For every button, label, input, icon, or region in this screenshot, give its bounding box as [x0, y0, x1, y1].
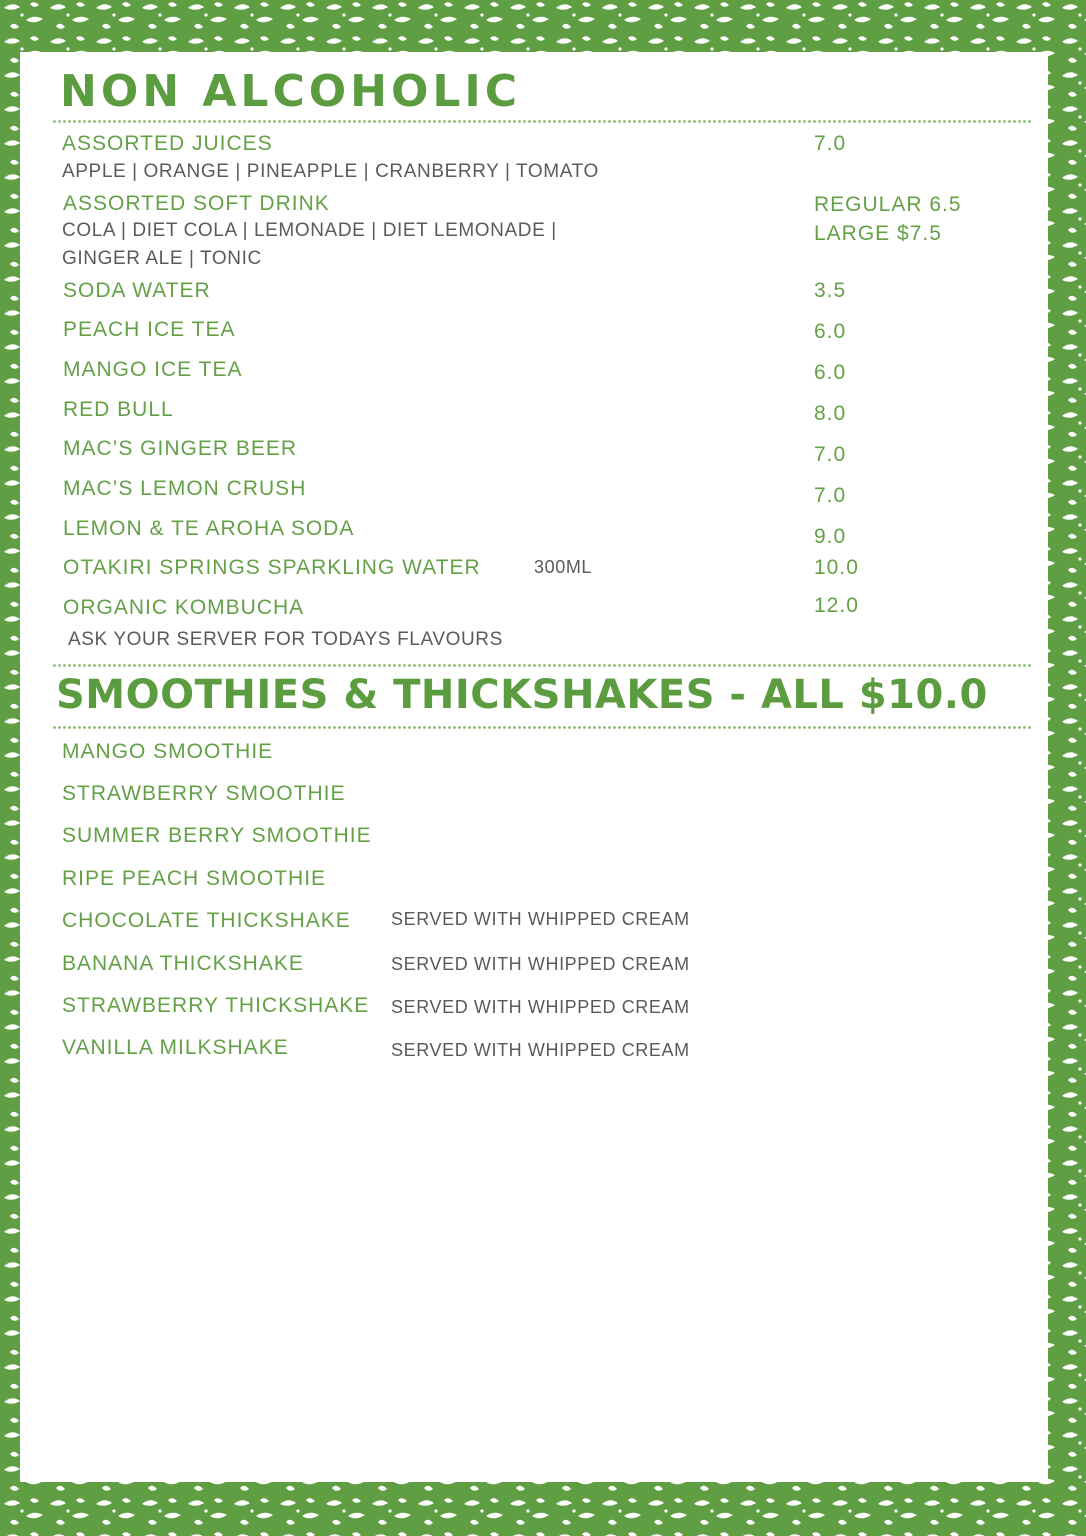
smoothie-item-name: RIPE PEACH SMOOTHIE	[62, 867, 327, 890]
menu-item-price: 6.0	[814, 361, 847, 384]
menu-item-name: RED BULL	[63, 398, 174, 421]
section-divider	[52, 663, 1032, 668]
menu-item-price-regular: REGULAR 6.5	[814, 193, 962, 216]
smoothie-item-name: MANGO SMOOTHIE	[62, 740, 274, 763]
menu-item-price: 7.0	[814, 443, 847, 466]
menu-item-price: 9.0	[814, 525, 847, 548]
smoothies-title: SMOOTHIES & THICKSHAKES - ALL $10.0	[56, 672, 988, 718]
smoothie-item-note: SERVED WITH WHIPPED CREAM	[391, 954, 690, 974]
menu-item-name: MAC’S LEMON CRUSH	[63, 477, 307, 500]
menu-item-price-large: LARGE $7.5	[814, 222, 942, 245]
smoothie-item-name: BANANA THICKSHAKE	[62, 952, 304, 975]
smoothie-item-note: SERVED WITH WHIPPED CREAM	[391, 997, 690, 1017]
menu-item-price: 12.0	[814, 594, 859, 617]
menu-item-name: ASSORTED JUICES	[62, 132, 273, 155]
menu-item-name: MAC’S GINGER BEER	[63, 437, 298, 460]
section-divider	[52, 725, 1032, 730]
smoothie-item-name: STRAWBERRY SMOOTHIE	[62, 782, 346, 805]
smoothie-item-name: SUMMER BERRY SMOOTHIE	[62, 824, 372, 847]
smoothie-item-note: SERVED WITH WHIPPED CREAM	[391, 1040, 690, 1060]
menu-item-price: 8.0	[814, 402, 847, 425]
menu-item-price: 6.0	[814, 320, 847, 343]
menu-item-name: ASSORTED SOFT DRINK	[63, 192, 330, 215]
menu-panel	[20, 52, 1048, 1482]
smoothie-item-name: VANILLA MILKSHAKE	[62, 1036, 289, 1059]
menu-item-name: MANGO ICE TEA	[63, 358, 243, 381]
menu-item-name: SODA WATER	[63, 279, 211, 302]
menu-item-price: 3.5	[814, 279, 847, 302]
smoothie-item-name: CHOCOLATE THICKSHAKE	[62, 909, 351, 932]
menu-item-name: OTAKIRI SPRINGS SPARKLING WATER	[63, 556, 481, 579]
non-alcoholic-title: NON ALCOHOLIC	[60, 66, 522, 117]
section-divider	[52, 119, 1032, 124]
smoothie-item-note: SERVED WITH WHIPPED CREAM	[391, 909, 690, 929]
menu-item-description: GINGER ALE | TONIC	[62, 248, 262, 269]
menu-item-price: 7.0	[814, 132, 847, 155]
menu-item-name: LEMON & TE AROHA SODA	[63, 517, 355, 540]
menu-item-price: 10.0	[814, 556, 859, 579]
menu-item-price: 7.0	[814, 484, 847, 507]
menu-item-description: APPLE | ORANGE | PINEAPPLE | CRANBERRY | TOMATO	[62, 161, 599, 182]
menu-item-name: ORGANIC KOMBUCHA	[63, 596, 305, 619]
smoothie-item-name: STRAWBERRY THICKSHAKE	[62, 994, 370, 1017]
menu-item-name: PEACH ICE TEA	[63, 318, 236, 341]
menu-item-description: COLA | DIET COLA | LEMONADE | DIET LEMONADE |	[62, 220, 557, 241]
menu-item-size: 300ML	[534, 557, 593, 577]
menu-item-note: ASK YOUR SERVER FOR TODAYS FLAVOURS	[68, 629, 503, 650]
